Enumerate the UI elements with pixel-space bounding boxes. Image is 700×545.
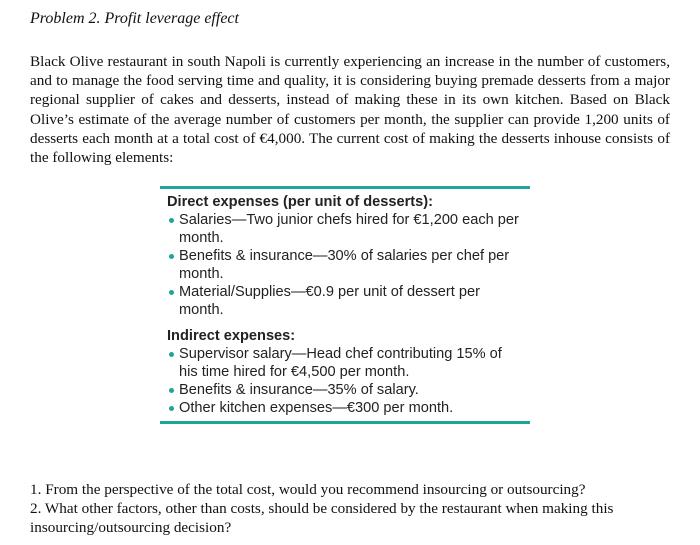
direct-expense-materials: Material/Supplies—€0.9 per unit of dessert per month. (167, 283, 524, 319)
indirect-expense-other: Other kitchen expenses—€300 per month. (167, 399, 524, 417)
direct-expenses-list (167, 211, 524, 319)
expenses-box (160, 186, 530, 424)
indirect-expenses-heading: Indirect expenses: (167, 328, 296, 344)
question-2: 2. What other factors, other than costs, should be considered by the restaurant when making this insourcing/outsourcing decision? (30, 500, 614, 536)
indirect-expense-supervisor: Supervisor salary—Head chef contributing 15% of his time hired for €4,500 per month. (167, 345, 524, 381)
direct-expenses-heading: Direct expenses (per unit of desserts): (167, 194, 434, 210)
problem-title: Problem 2. Profit leverage effect (30, 10, 239, 27)
problem-intro: Black Olive restaurant in south Napoli is currently experiencing an increase in the number of customers, and to manage the food serving time and quality, it is considering buying premade desserts from a major regional supplier of cakes and desserts, instead of making these in its own kitchen. Based on Black Olive’s estimate of the average number of customers per month, the supplier can provide 1,200 units of desserts each month at a total cost of €4,000. The current cost of making the desserts inhouse consists of the following elements: (30, 53, 670, 167)
questions (30, 480, 670, 537)
direct-expense-benefits: Benefits & insurance—30% of salaries per chef per month. (167, 247, 524, 283)
indirect-expense-benefits: Benefits & insurance—35% of salary. (167, 381, 524, 399)
indirect-expenses-list (167, 345, 524, 417)
direct-expense-salaries: Salaries—Two junior chefs hired for €1,200 each per month. (167, 211, 524, 247)
question-1: 1. From the perspective of the total cost, would you recommend insourcing or outsourcing? (30, 481, 586, 498)
